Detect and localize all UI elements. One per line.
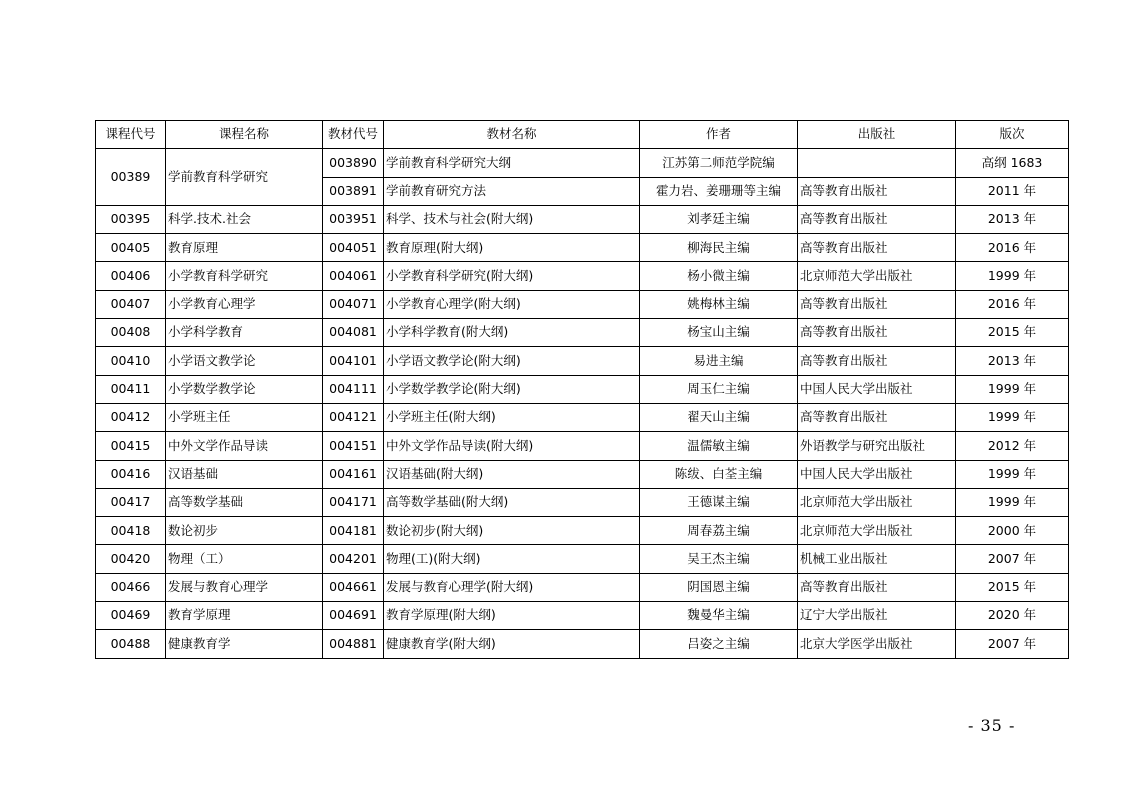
table-row (96, 488, 1069, 516)
publisher-cell: 机械工业出版社 (798, 545, 956, 573)
edition-cell: 2007 年 (956, 545, 1069, 573)
edition-cell: 2015 年 (956, 319, 1069, 347)
edition-cell: 2020 年 (956, 602, 1069, 630)
header-text-code: 教材代号 (323, 121, 384, 149)
text-code-cell: 004151 (323, 432, 384, 460)
text-name-cell: 小学数学教学论(附大纲) (384, 375, 640, 403)
text-code-cell: 004881 (323, 630, 384, 658)
text-name-cell: 小学科学教育(附大纲) (384, 319, 640, 347)
text-name-cell: 数论初步(附大纲) (384, 517, 640, 545)
course-name-cell: 健康教育学 (166, 630, 323, 658)
table-row (96, 262, 1069, 290)
publisher-cell: 中国人民大学出版社 (798, 375, 956, 403)
header-text-name: 教材名称 (384, 121, 640, 149)
text-name-cell: 发展与教育心理学(附大纲) (384, 573, 640, 601)
course-code-cell: 00408 (96, 319, 166, 347)
edition-cell: 2012 年 (956, 432, 1069, 460)
edition-cell: 1999 年 (956, 460, 1069, 488)
text-code-cell: 004201 (323, 545, 384, 573)
course-code-cell: 00389 (96, 149, 166, 206)
table-row (96, 545, 1069, 573)
publisher-cell: 辽宁大学出版社 (798, 602, 956, 630)
publisher-cell (798, 149, 956, 177)
text-name-cell: 学前教育研究方法 (384, 177, 640, 205)
author-cell: 易进主编 (640, 347, 798, 375)
publisher-cell: 中国人民大学出版社 (798, 460, 956, 488)
edition-cell: 1999 年 (956, 403, 1069, 431)
table-row (96, 290, 1069, 318)
text-name-cell: 汉语基础(附大纲) (384, 460, 640, 488)
publisher-cell: 高等教育出版社 (798, 205, 956, 233)
course-code-cell: 00415 (96, 432, 166, 460)
table-row (96, 149, 1069, 177)
edition-cell: 2016 年 (956, 234, 1069, 262)
text-name-cell: 科学、技术与社会(附大纲) (384, 205, 640, 233)
course-name-cell: 学前教育科学研究 (166, 149, 323, 206)
text-code-cell: 004691 (323, 602, 384, 630)
text-name-cell: 小学班主任(附大纲) (384, 403, 640, 431)
text-code-cell: 004171 (323, 488, 384, 516)
publisher-cell: 北京师范大学出版社 (798, 262, 956, 290)
text-code-cell: 004061 (323, 262, 384, 290)
course-name-cell: 教育学原理 (166, 602, 323, 630)
text-code-cell: 004101 (323, 347, 384, 375)
text-name-cell: 中外文学作品导读(附大纲) (384, 432, 640, 460)
author-cell: 周春荔主编 (640, 517, 798, 545)
course-name-cell: 小学科学教育 (166, 319, 323, 347)
edition-cell: 1999 年 (956, 488, 1069, 516)
text-code-cell: 004121 (323, 403, 384, 431)
course-name-cell: 小学班主任 (166, 403, 323, 431)
course-name-cell: 小学教育心理学 (166, 290, 323, 318)
text-code-cell: 004181 (323, 517, 384, 545)
edition-cell: 1999 年 (956, 375, 1069, 403)
publisher-cell: 高等教育出版社 (798, 319, 956, 347)
course-code-cell: 00407 (96, 290, 166, 318)
text-name-cell: 教育学原理(附大纲) (384, 602, 640, 630)
course-name-cell: 发展与教育心理学 (166, 573, 323, 601)
course-code-cell: 00488 (96, 630, 166, 658)
course-name-cell: 教育原理 (166, 234, 323, 262)
table-row (96, 375, 1069, 403)
table-row (96, 517, 1069, 545)
edition-cell: 2013 年 (956, 205, 1069, 233)
text-name-cell: 教育原理(附大纲) (384, 234, 640, 262)
table-row (96, 630, 1069, 658)
text-code-cell: 004111 (323, 375, 384, 403)
course-code-cell: 00418 (96, 517, 166, 545)
text-code-cell: 003890 (323, 149, 384, 177)
publisher-cell: 高等教育出版社 (798, 347, 956, 375)
header-course-name: 课程名称 (166, 121, 323, 149)
course-name-cell: 数论初步 (166, 517, 323, 545)
text-name-cell: 小学教育心理学(附大纲) (384, 290, 640, 318)
course-code-cell: 00466 (96, 573, 166, 601)
edition-cell: 1999 年 (956, 262, 1069, 290)
course-name-cell: 高等数学基础 (166, 488, 323, 516)
course-code-cell: 00395 (96, 205, 166, 233)
table-row (96, 403, 1069, 431)
course-code-cell: 00405 (96, 234, 166, 262)
author-cell: 魏曼华主编 (640, 602, 798, 630)
table-row (96, 234, 1069, 262)
table-row (96, 347, 1069, 375)
course-name-cell: 小学数学教学论 (166, 375, 323, 403)
table-row (96, 602, 1069, 630)
course-name-cell: 小学语文教学论 (166, 347, 323, 375)
course-code-cell: 00410 (96, 347, 166, 375)
course-name-cell: 汉语基础 (166, 460, 323, 488)
text-name-cell: 学前教育科学研究大纲 (384, 149, 640, 177)
publisher-cell: 北京师范大学出版社 (798, 517, 956, 545)
publisher-cell: 高等教育出版社 (798, 403, 956, 431)
course-code-cell: 00406 (96, 262, 166, 290)
publisher-cell: 外语教学与研究出版社 (798, 432, 956, 460)
course-code-cell: 00411 (96, 375, 166, 403)
author-cell: 姚梅林主编 (640, 290, 798, 318)
publisher-cell: 北京师范大学出版社 (798, 488, 956, 516)
author-cell: 阴国恩主编 (640, 573, 798, 601)
course-name-cell: 物理（工） (166, 545, 323, 573)
author-cell: 杨小微主编 (640, 262, 798, 290)
table-row (96, 205, 1069, 233)
text-code-cell: 004661 (323, 573, 384, 601)
header-edition: 版次 (956, 121, 1069, 149)
author-cell: 吴王杰主编 (640, 545, 798, 573)
table-header-row (96, 121, 1069, 149)
publisher-cell: 高等教育出版社 (798, 234, 956, 262)
text-name-cell: 小学语文教学论(附大纲) (384, 347, 640, 375)
table-row (96, 319, 1069, 347)
text-code-cell: 004081 (323, 319, 384, 347)
course-name-cell: 小学教育科学研究 (166, 262, 323, 290)
edition-cell: 2011 年 (956, 177, 1069, 205)
header-author: 作者 (640, 121, 798, 149)
publisher-cell: 北京大学医学出版社 (798, 630, 956, 658)
author-cell: 陈绂、白荃主编 (640, 460, 798, 488)
page-number: - 35 - (968, 716, 1016, 735)
text-code-cell: 003891 (323, 177, 384, 205)
author-cell: 翟天山主编 (640, 403, 798, 431)
text-code-cell: 004161 (323, 460, 384, 488)
text-name-cell: 高等数学基础(附大纲) (384, 488, 640, 516)
text-code-cell: 003951 (323, 205, 384, 233)
edition-cell: 2007 年 (956, 630, 1069, 658)
publisher-cell: 高等教育出版社 (798, 573, 956, 601)
course-code-cell: 00469 (96, 602, 166, 630)
table-row (96, 573, 1069, 601)
edition-cell: 2015 年 (956, 573, 1069, 601)
course-name-cell: 中外文学作品导读 (166, 432, 323, 460)
author-cell: 周玉仁主编 (640, 375, 798, 403)
publisher-cell: 高等教育出版社 (798, 177, 956, 205)
author-cell: 温儒敏主编 (640, 432, 798, 460)
table-row (96, 432, 1069, 460)
edition-cell: 高纲 1683 (956, 149, 1069, 177)
edition-cell: 2013 年 (956, 347, 1069, 375)
header-publisher: 出版社 (798, 121, 956, 149)
text-name-cell: 物理(工)(附大纲) (384, 545, 640, 573)
course-code-cell: 00417 (96, 488, 166, 516)
text-code-cell: 004071 (323, 290, 384, 318)
author-cell: 吕姿之主编 (640, 630, 798, 658)
text-name-cell: 健康教育学(附大纲) (384, 630, 640, 658)
author-cell: 霍力岩、姜珊珊等主编 (640, 177, 798, 205)
text-name-cell: 小学教育科学研究(附大纲) (384, 262, 640, 290)
author-cell: 杨宝山主编 (640, 319, 798, 347)
edition-cell: 2000 年 (956, 517, 1069, 545)
edition-cell: 2016 年 (956, 290, 1069, 318)
author-cell: 刘孝廷主编 (640, 205, 798, 233)
course-name-cell: 科学.技术.社会 (166, 205, 323, 233)
course-code-cell: 00416 (96, 460, 166, 488)
table-row (96, 460, 1069, 488)
author-cell: 江苏第二师范学院编 (640, 149, 798, 177)
publisher-cell: 高等教育出版社 (798, 290, 956, 318)
course-code-cell: 00420 (96, 545, 166, 573)
text-code-cell: 004051 (323, 234, 384, 262)
textbook-table (95, 120, 1069, 659)
header-course-code: 课程代号 (96, 121, 166, 149)
author-cell: 王德谋主编 (640, 488, 798, 516)
course-code-cell: 00412 (96, 403, 166, 431)
author-cell: 柳海民主编 (640, 234, 798, 262)
